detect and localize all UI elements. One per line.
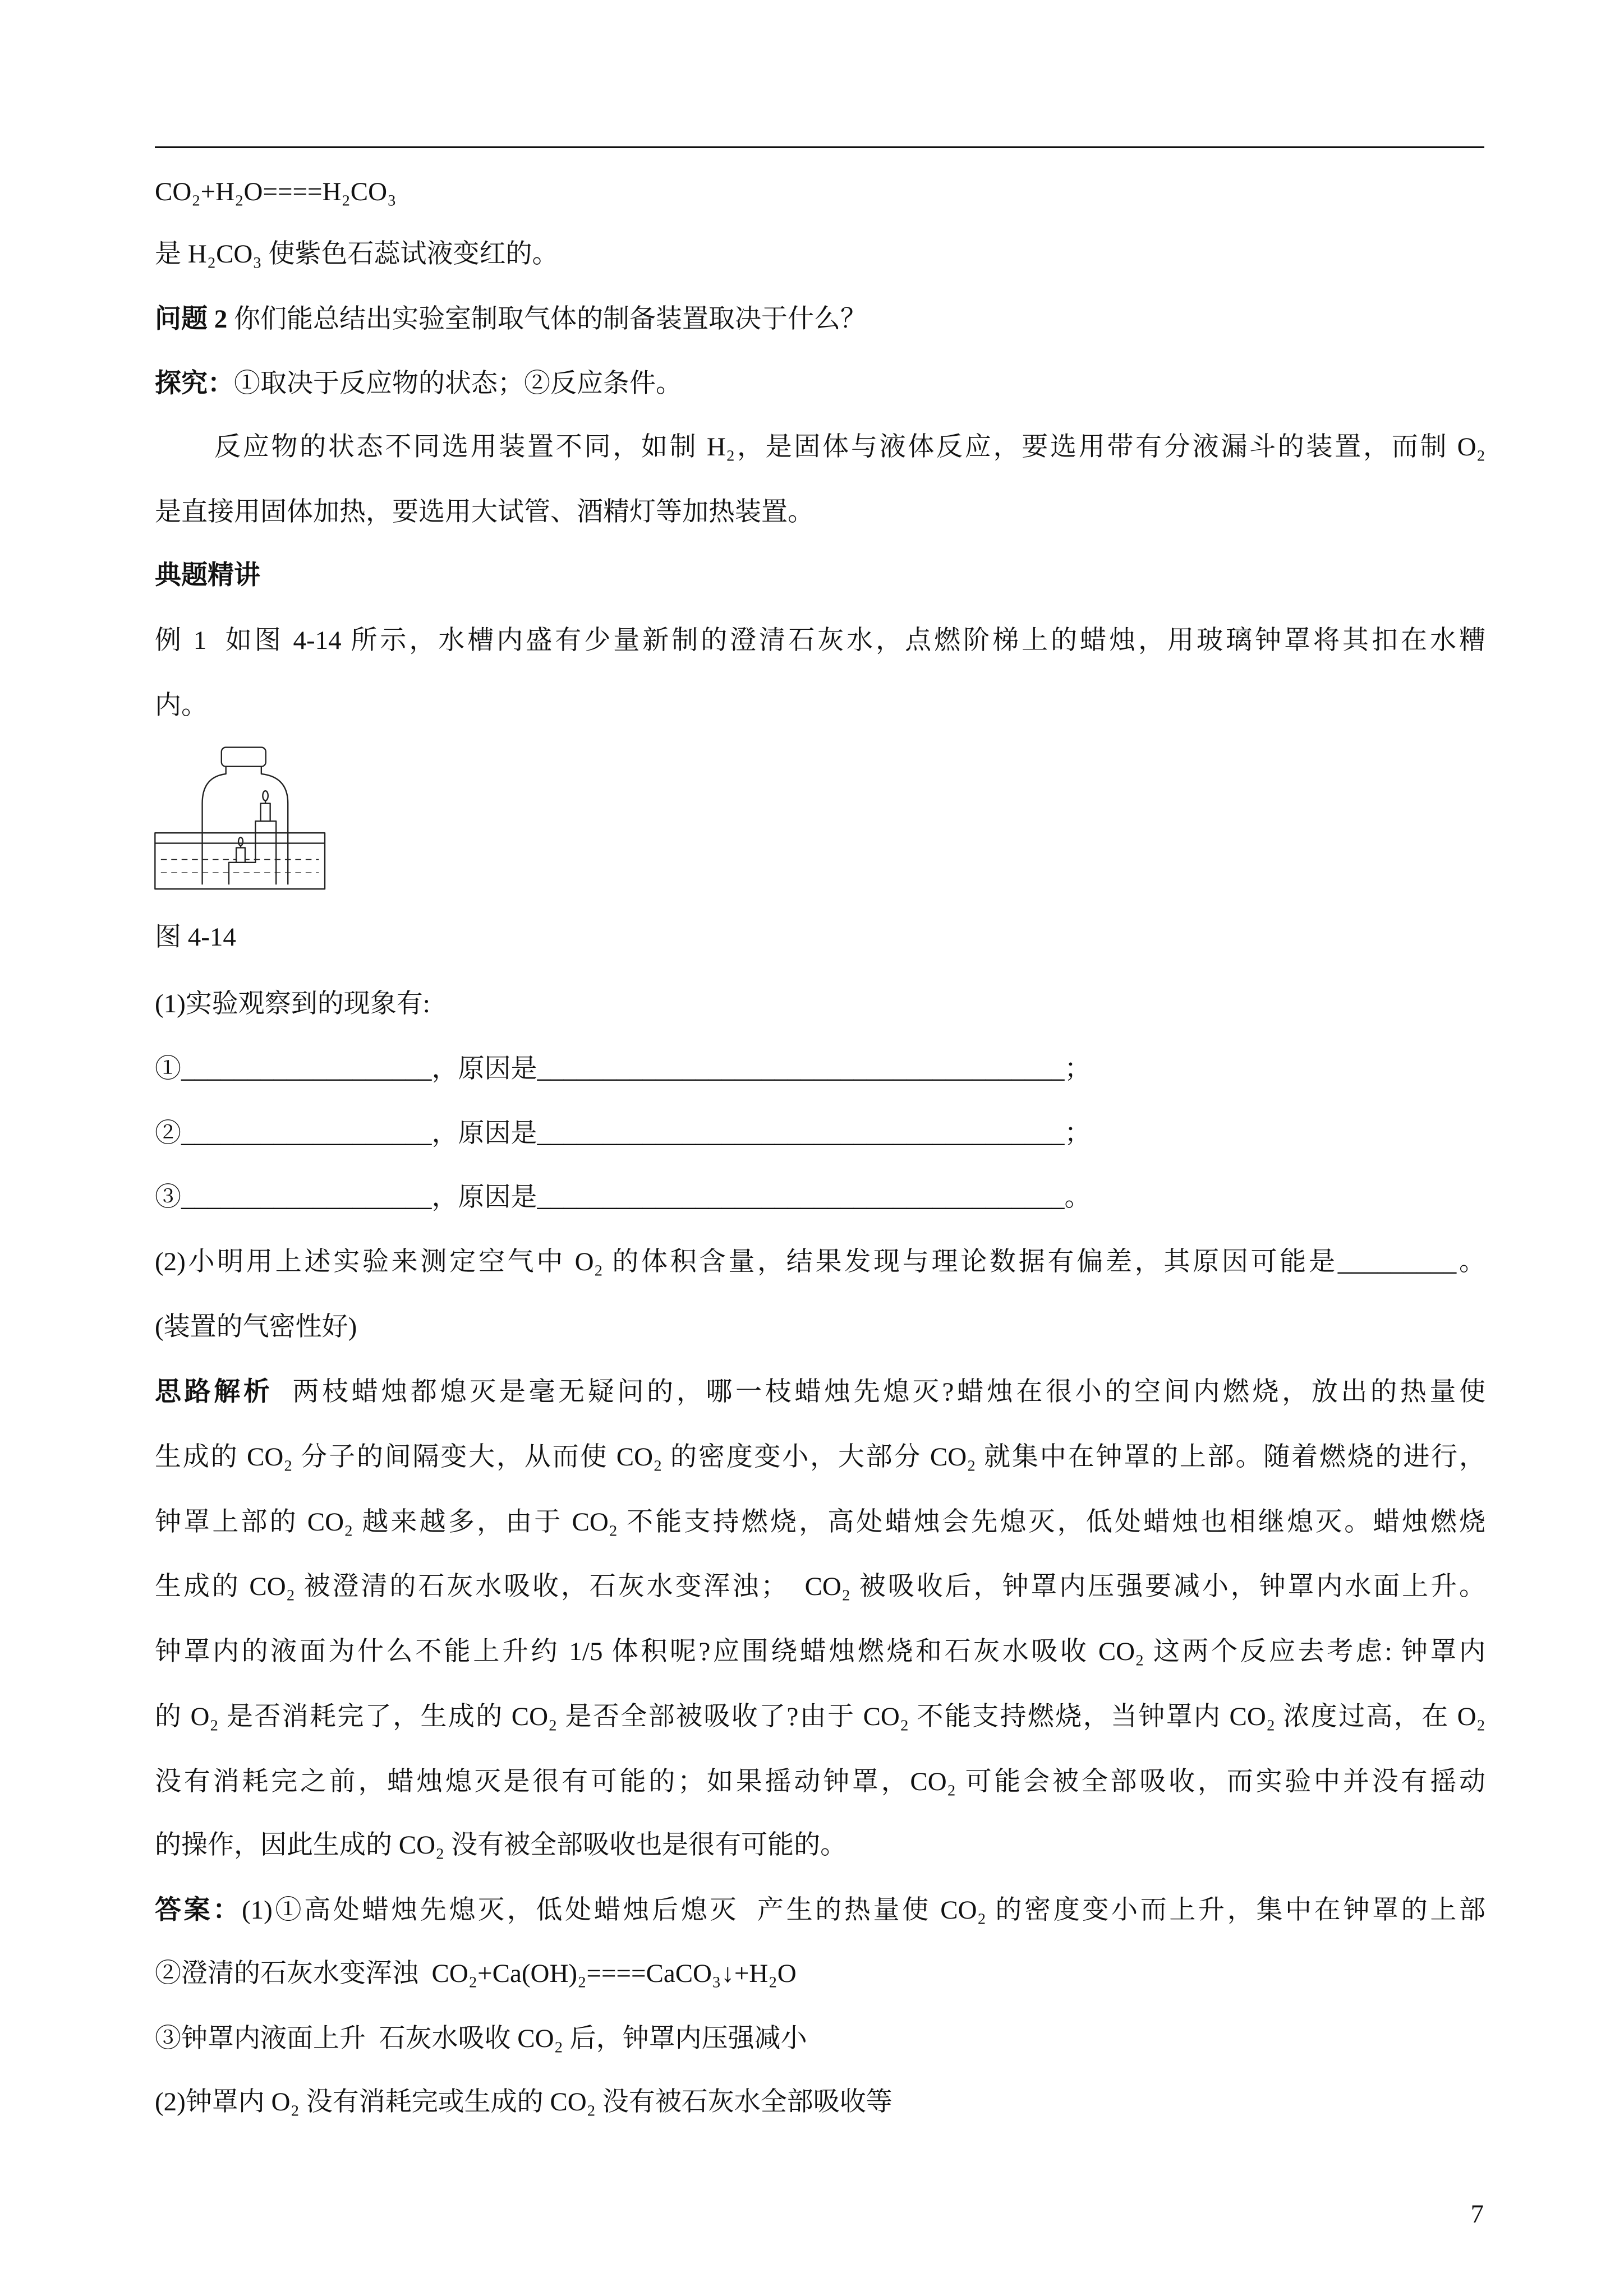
inquiry — [155, 361, 1485, 406]
figure-caption: 图 4-14 — [155, 923, 236, 952]
analysis-label: 思路解析 — [155, 1377, 273, 1407]
fill-in-blank-line: ①___________________，原因是________________________________________； — [155, 1054, 1091, 1084]
analysis-line — [155, 1370, 1485, 1414]
part-2-note: (装置的气密性好) — [155, 1312, 357, 1341]
section-title — [155, 553, 1485, 598]
question-2 — [155, 297, 1485, 342]
section-title-text: 典题精讲 — [155, 561, 260, 590]
analysis-text: 两枝蜡烛都熄灭是毫无疑问的，哪一枝蜡烛先熄灭?蜡烛在很小的空间内燃烧，放出的热量使 — [273, 1377, 1485, 1407]
answer-line: ③钟罩内液面上升 石灰水吸收 CO₂ 后，钟罩内压强减小 — [155, 2024, 807, 2053]
analysis-line: 钟罩内的液面为什么不能上升约 1/5 体积呢?应围绕蜡烛燃烧和石灰水吸收 CO₂ 这两个反应去考虑: 钟罩内 — [155, 1637, 1485, 1666]
question-2-text: 你们能总结出实验室制取气体的制备装置取决于什么？ — [227, 305, 867, 334]
analysis-line: 生成的 CO₂ 被澄清的石灰水吸收，石灰水变浑浊； CO₂ 被吸收后，钟罩内压强要减小，钟罩内水面上升。 — [155, 1572, 1485, 1601]
analysis-line: 生成的 CO₂ 分子的间隔变大，从而使 CO₂ 的密度变小，大部分 CO₂ 就集中在钟罩的上部。随着燃烧的进行， — [155, 1442, 1485, 1472]
short-candle — [236, 848, 245, 863]
answer-line — [155, 1888, 1485, 1933]
bell-jar — [203, 767, 288, 885]
analysis-line: 的 O₂ 是否消耗完了，生成的 CO₂ 是否全部被吸收了?由于 CO₂ 不能支持燃烧，当钟罩内 CO₂ 浓度过高，在 O₂ — [155, 1702, 1485, 1731]
page-number: 7 — [1470, 2200, 1484, 2229]
header-rule — [155, 146, 1484, 148]
answer-line: ②澄清的石灰水变浑浊 CO₂+Ca(OH)₂====CaCO₃↓+H₂O — [155, 1959, 797, 1988]
answer-label: 答案： — [155, 1896, 242, 1925]
example-1-prompt-line: 内。 — [155, 691, 208, 720]
analysis-line: 的操作，因此生成的 CO₂ 没有被全部吸收也是很有可能的。 — [155, 1831, 847, 1860]
analysis-line: 钟罩上部的 CO₂ 越来越多，由于 CO₂ 不能支持燃烧，高处蜡烛会先熄灭，低处蜡烛也相继熄灭。蜡烛燃烧 — [155, 1507, 1485, 1537]
conclusion-line: 是 H₂CO₃ 使紫色石蕊试液变红的。 — [155, 239, 559, 269]
short-candle-flame — [238, 837, 243, 846]
inquiry-explanation-line: 是直接用固体加热，要选用大试管、酒精灯等加热装置。 — [155, 497, 814, 527]
tall-candle-flame — [263, 791, 268, 800]
answer-line: (2)钟罩内 O₂ 没有消耗完或生成的 CO₂ 没有被石灰水全部吸收等 — [155, 2087, 892, 2117]
answer-text: (1)①高处蜡烛先熄灭，低处蜡烛后熄灭 产生的热量使 CO₂ 的密度变小而上升，集中在钟罩的上部 — [242, 1896, 1485, 1925]
analysis-line: 没有消耗完之前，蜡烛熄灭是很有可能的；如果摇动钟罩，CO₂ 可能会被全部吸收，而实验中并没有摇动 — [155, 1767, 1485, 1796]
part-2-question: (2)小明用上述实验来测定空气中 O₂ 的体积含量，结果发现与理论数据有偏差，其原因可能是_________。 — [155, 1247, 1485, 1276]
part-1-intro: (1)实验观察到的现象有: — [155, 989, 430, 1018]
figure-4-14 — [152, 741, 329, 898]
fill-in-blank-line: ②___________________，原因是________________________________________； — [155, 1119, 1091, 1148]
inquiry-label: 探究： — [155, 369, 234, 398]
question-2-label: 问题 2 — [155, 305, 228, 334]
bell-jar-stopper — [222, 748, 266, 767]
tall-candle — [261, 804, 270, 822]
inquiry-text: ①取决于反应物的状态；②反应条件。 — [234, 369, 682, 398]
inquiry-explanation-line: 反应物的状态不同选用装置不同，如制 H₂，是固体与液体反应，要选用带有分液漏斗的装置，而制 O₂ — [214, 432, 1485, 462]
equation-line: CO₂+H₂O====H₂CO₃ — [155, 177, 397, 206]
example-1-prompt-line: 例 1 如图 4-14 所示，水槽内盛有少量新制的澄清石灰水，点燃阶梯上的蜡烛，用玻璃钟罩将其扣在水糟 — [155, 626, 1485, 655]
fill-in-blank-line: ③___________________，原因是________________________________________。 — [155, 1183, 1091, 1212]
